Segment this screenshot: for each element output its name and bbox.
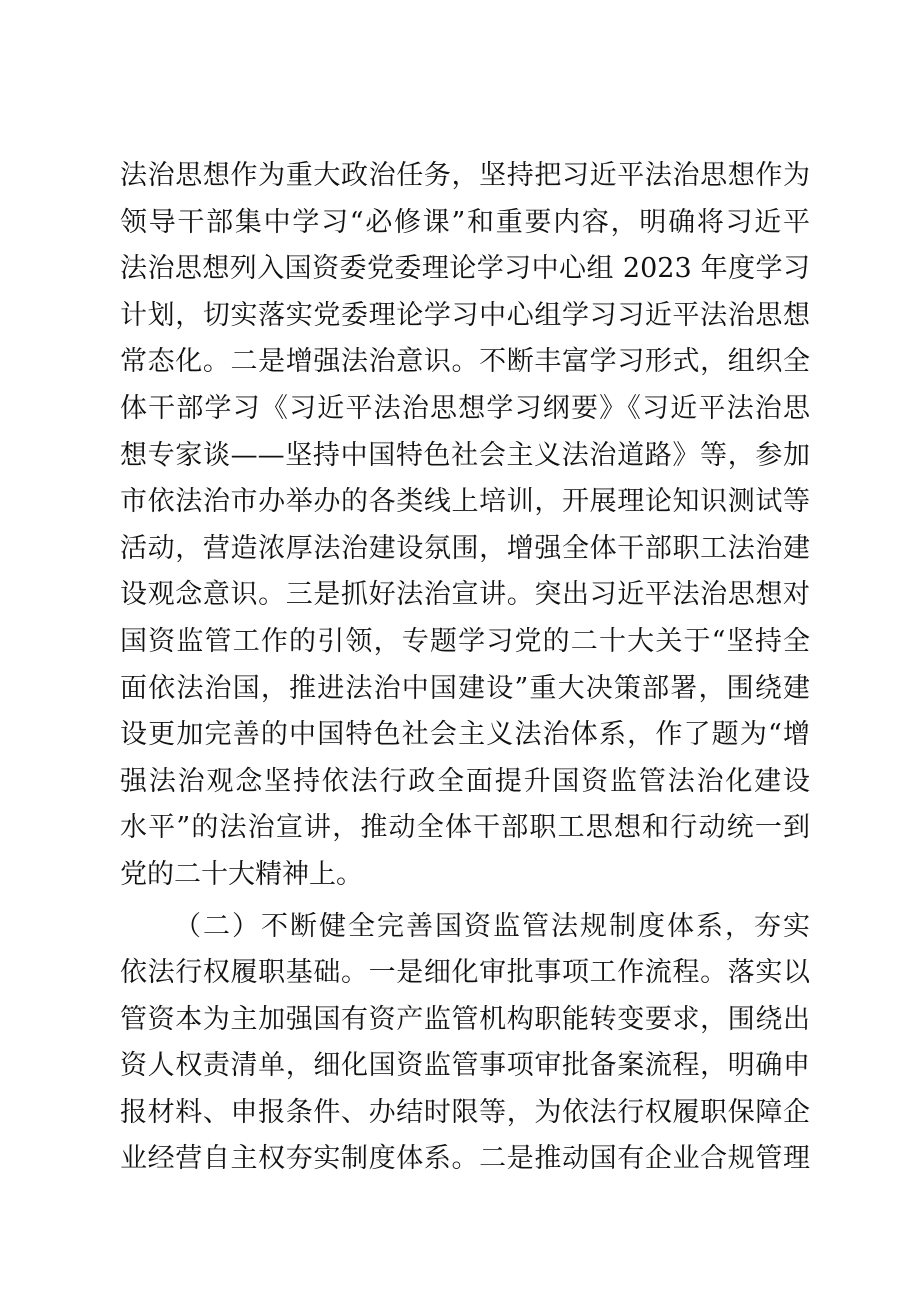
text-line: 想专家谈——坚持中国特色社会主义法治道路》等，参加 <box>120 439 810 471</box>
text-line: 党的二十大精神上。 <box>120 858 363 890</box>
text-line: 面依法治国，推进法治中国建设”重大决策部署，围绕建 <box>120 672 810 704</box>
text-line: 强法治观念坚持依法行政全面提升国资监管法治化建设 <box>120 765 810 797</box>
text-line: 领导干部集中学习“必修课”和重要内容，明确将习近平 <box>120 206 810 238</box>
text-line: 市依法治市办举办的各类线上培训，开展理论知识测试等 <box>120 486 810 518</box>
text-line: 设观念意识。三是抓好法治宣讲。突出习近平法治思想对 <box>120 579 810 611</box>
text-line: 计划，切实落实党委理论学习中心组学习习近平法治思想 <box>120 299 810 331</box>
text-line: 依法行权履职基础。一是细化审批事项工作流程。落实以 <box>120 957 810 989</box>
text-line: 设更加完善的中国特色社会主义法治体系，作了题为“增 <box>120 719 810 751</box>
text-line: 活动，营造浓厚法治建设氛围，增强全体干部职工法治建 <box>120 532 810 564</box>
text-line: 法治思想列入国资委党委理论学习中心组 2023 年度学习 <box>120 253 810 285</box>
text-line: 资人权责清单，细化国资监管事项审批备案流程，明确申 <box>120 1050 810 1082</box>
text-line: 体干部学习《习近平法治思想学习纲要》《习近平法治思 <box>120 392 810 424</box>
text-line: 水平”的法治宣讲，推动全体干部职工思想和行动统一到 <box>120 812 810 844</box>
document-body <box>120 153 810 1183</box>
text-line: 业经营自主权夯实制度体系。二是推动国有企业合规管理 <box>120 1143 810 1175</box>
text-line: 国资监管工作的引领，专题学习党的二十大关于“坚持全 <box>120 625 810 657</box>
paragraph-2 <box>120 904 810 1184</box>
text-line: 法治思想作为重大政治任务，坚持把习近平法治思想作为 <box>120 160 810 191</box>
text-line: 管资本为主加强国有资产监管机构职能转变要求，围绕出 <box>120 1003 810 1035</box>
paragraph-1 <box>120 153 810 899</box>
text-line: 报材料、申报条件、办结时限等，为依法行权履职保障企 <box>120 1096 810 1128</box>
text-line: 常态化。二是增强法治意识。不断丰富学习形式，组织全 <box>120 346 810 378</box>
text-line: （二）不断健全完善国资监管法规制度体系，夯实 <box>174 910 810 942</box>
